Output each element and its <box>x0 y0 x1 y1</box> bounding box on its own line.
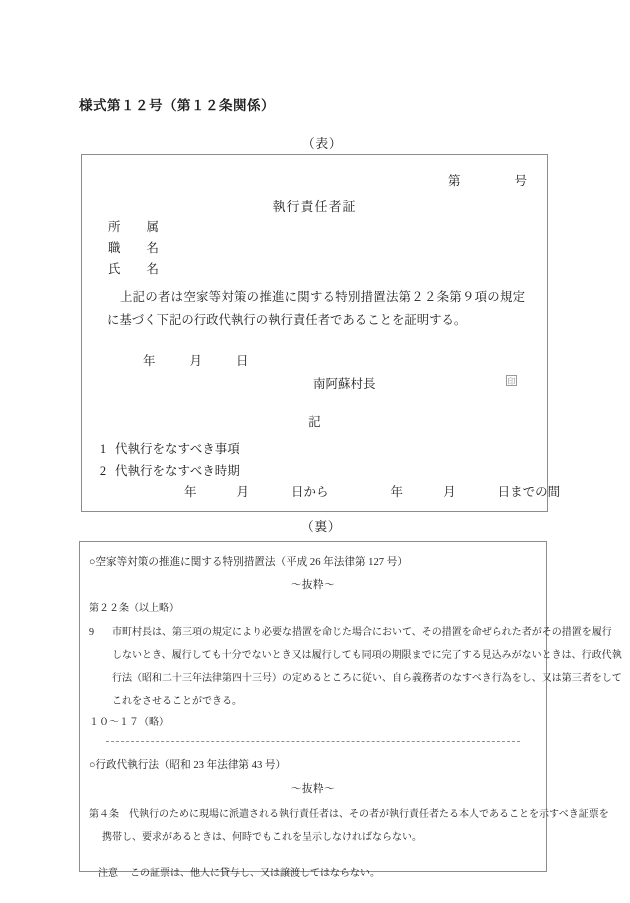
issue-date-line <box>143 351 249 369</box>
seal-icon: 印 <box>507 377 516 386</box>
law-two-heading: ○行政代執行法（昭和 23 年法律第 43 号） <box>89 760 287 771</box>
item-2-number: 2 <box>99 464 107 478</box>
field-affiliation <box>108 217 159 238</box>
list-item <box>91 460 240 482</box>
legal-excerpt-back-panel <box>79 541 622 879</box>
identity-field-list <box>108 217 159 280</box>
usage-note-text: この証票は、他人に貸与し、又は譲渡してはならない。 <box>130 868 380 879</box>
law-one-paragraph-number: 9 <box>89 627 94 638</box>
law-one-excerpt-label: 〜抜粋〜 <box>290 580 336 591</box>
law-two-article-line-1: 第４条 代執行のために現場に派遣される執行責任者は、その者が執行責任者たる本人であることを示すべき証票を <box>89 809 609 820</box>
law-two-excerpt-label: 〜抜粋〜 <box>290 784 336 795</box>
certification-statement: 上記の者は空家等対策の推進に関する特別措置法第２２条第９項の規定に基づく下記の行政代執行の執行責任者であることを証明する。 <box>107 290 525 327</box>
document-number-field <box>448 171 527 189</box>
field-position-char-2: 名 <box>146 241 160 255</box>
certificate-front-panel <box>81 154 561 512</box>
law-one-omitted-line: １０〜１７（略） <box>89 717 169 728</box>
field-name <box>108 259 159 280</box>
list-item <box>91 438 240 460</box>
certificate-title: 執行責任者証 <box>272 199 357 214</box>
period-to-day-label: 日までの間 <box>497 485 561 499</box>
law-one-article-line: 第２２条（以上略） <box>89 603 179 614</box>
item-1-number: 1 <box>99 442 107 456</box>
field-name-char-2: 名 <box>146 262 160 276</box>
ki-marker: 記 <box>308 415 321 429</box>
period-from-day-label: 日から <box>291 485 329 499</box>
law-one-paragraph-text-1: 市町村長は、第三項の規定により必要な措置を命じた場合において、その措置を命ぜられた者がその措置を履行 <box>112 627 612 638</box>
item-1-text: 代執行をなすべき事項 <box>115 442 240 456</box>
law-one-paragraph-line-3: 行法（昭和二十三年法律第四十三号）の定めるところに従い、自ら義務者のなすべき行為をし、又は第三者をして <box>112 673 622 684</box>
back-side-label: （裏） <box>300 519 342 534</box>
law-one-paragraph-line-1 <box>89 621 612 644</box>
issue-date-month-label: 月 <box>189 354 203 368</box>
front-side-label: （表） <box>301 136 343 151</box>
law-two-article-line-2: 携帯し、要求があるときは、何時でもこれを呈示しなければならない。 <box>102 832 422 843</box>
section-divider <box>106 741 520 742</box>
law-one-heading: ○空家等対策の推進に関する特別措置法（平成 26 年法律第 127 号） <box>89 557 408 568</box>
item-2-text: 代執行をなすべき時期 <box>115 464 240 478</box>
execution-items-list <box>91 438 240 482</box>
issue-date-year-label: 年 <box>143 354 156 368</box>
field-affiliation-char-2: 属 <box>146 220 160 234</box>
number-prefix-label: 第 <box>447 174 461 188</box>
period-to-year-label: 年 <box>390 485 404 499</box>
period-to-month-label: 月 <box>443 485 456 499</box>
page-title: 様式第１２号（第１２条関係） <box>79 98 275 113</box>
issue-date-day-label: 日 <box>236 354 249 368</box>
law-one-paragraph-line-2: しないとき、履行しても十分でないとき又は履行しても同項の期限までに完了する見込みがないときは、行政代執 <box>112 650 622 661</box>
signer-name: 南阿蘇村長 <box>313 377 376 391</box>
field-affiliation-char-1: 所 <box>108 220 121 234</box>
usage-note-label: 注意 <box>98 868 118 879</box>
field-position-char-1: 職 <box>108 241 121 255</box>
number-suffix-label: 号 <box>514 174 527 188</box>
field-position <box>108 238 159 259</box>
period-from-month-label: 月 <box>236 485 250 499</box>
usage-note <box>98 864 380 879</box>
law-one-paragraph-line-4: これをさせることができる。 <box>112 696 242 707</box>
period-from-year-label: 年 <box>184 485 197 499</box>
field-name-char-1: 氏 <box>108 262 121 276</box>
